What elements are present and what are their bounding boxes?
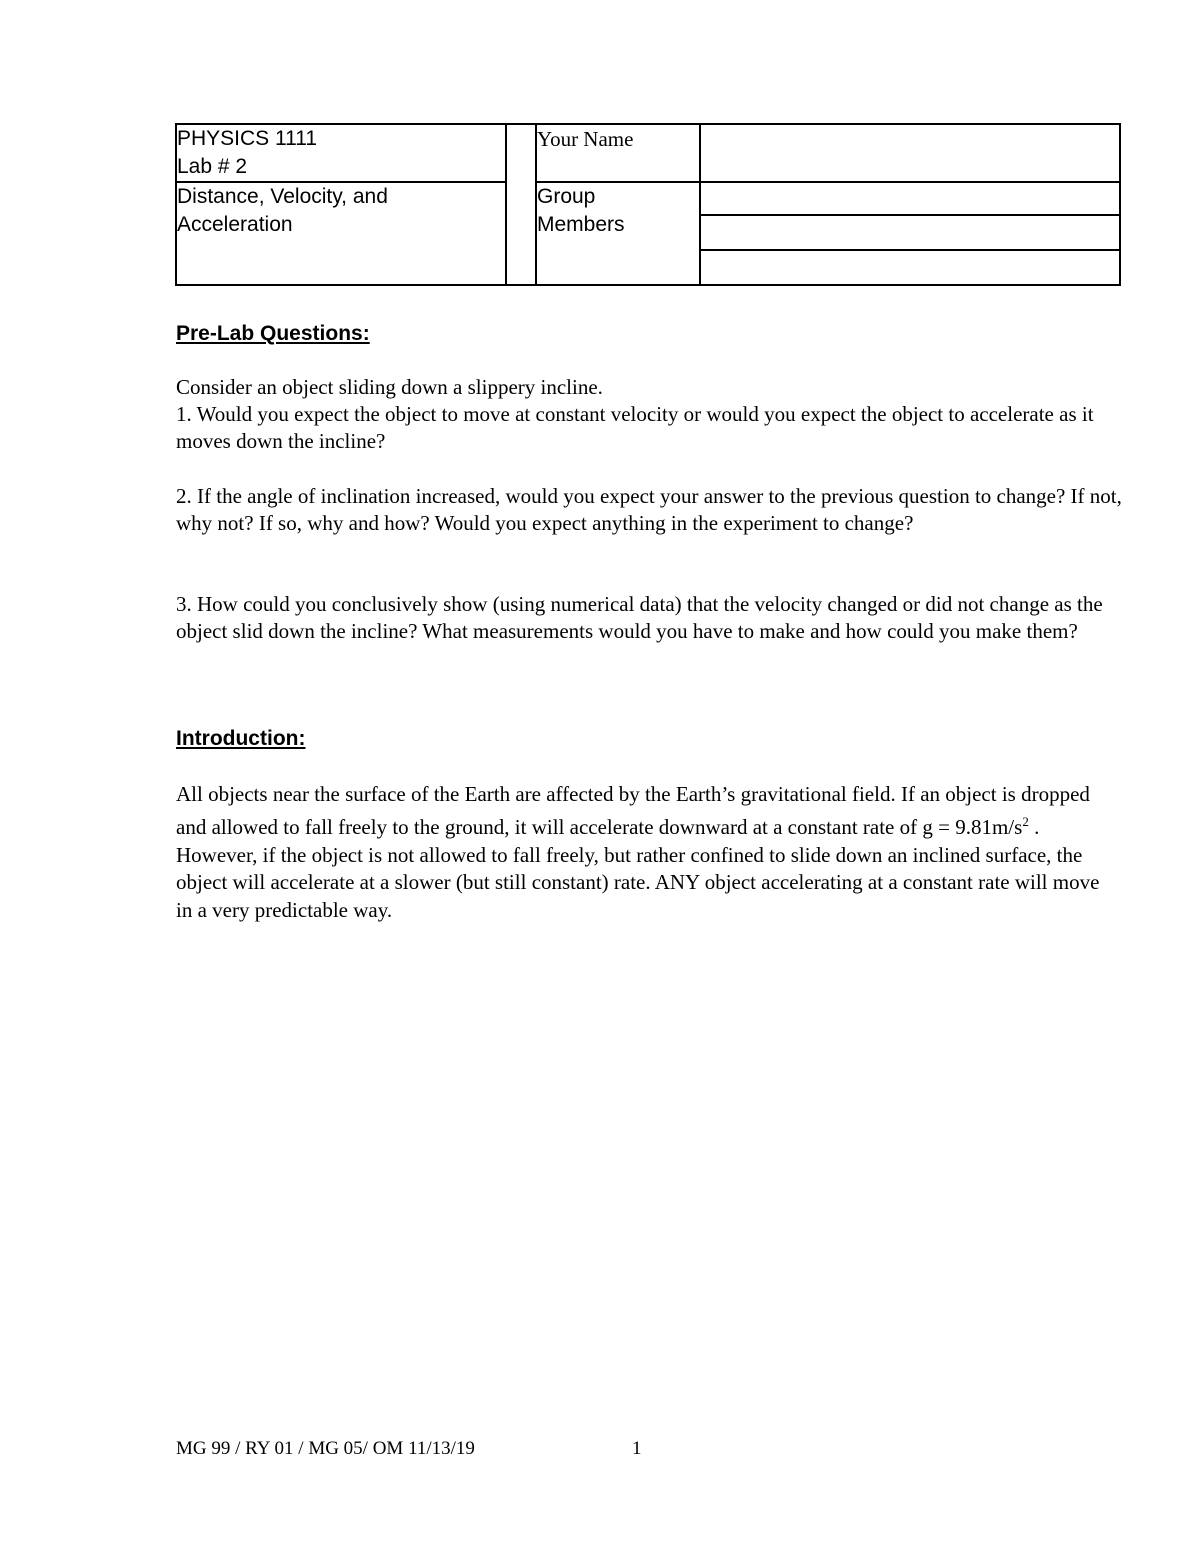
lab-title-line2: Acceleration: [177, 213, 293, 236]
group-member-field-2[interactable]: [700, 215, 1120, 250]
group-members-label-line1: Group: [537, 185, 596, 208]
your-name-label: Your Name: [537, 127, 634, 151]
lab-number: Lab # 2: [177, 155, 248, 178]
lab-title-cell: [176, 182, 506, 285]
prelab-question-1: 1. Would you expect the object to move at constant velocity or would you expect the object to accelerate as it moves down the incline?: [176, 402, 1094, 454]
introduction-text-part1: All objects near the surface of the Earth are affected by the Earth’s gravitational field. If an object is dropped and allowed to fall freely to the ground, it will accelerate downward at a constant rate of g = 9.81m/s: [176, 782, 1090, 840]
header-table: [175, 123, 1121, 286]
group-member-field-1[interactable]: [700, 182, 1120, 215]
introduction-text-part2: . However, if the object is not allowed to fall freely, but rather confined to slide down an inclined surface, the object will accelerate at a slower (but still constant) rate. ANY object accelerating at a constant rate will move in a very predictable way.: [176, 815, 1100, 922]
footer-page-number: 1: [632, 1438, 642, 1459]
prelab-question-3: 3. How could you conclusively show (using numerical data) that the velocity changed or did not change as the object slid down the incline? What measurements would you have to make and how could you make them?: [176, 592, 1103, 644]
prelab-heading: Pre-Lab Questions:: [176, 322, 370, 345]
introduction-superscript: 2: [1022, 814, 1029, 830]
group-members-label-cell: [536, 182, 700, 285]
lab-title-line1: Distance, Velocity, and: [177, 185, 388, 208]
footer-revision: MG 99 / RY 01 / MG 05/ OM 11/13/19: [176, 1438, 475, 1459]
prelab-intro: Consider an object sliding down a slippery incline.: [176, 375, 603, 399]
course-cell: [176, 124, 506, 182]
group-members-label-line2: Members: [537, 213, 625, 236]
your-name-label-cell: [536, 124, 700, 182]
course-title: PHYSICS 1111: [177, 127, 318, 150]
group-member-field-3[interactable]: [700, 250, 1120, 285]
your-name-field[interactable]: [700, 124, 1120, 182]
introduction-paragraph: [176, 781, 1116, 924]
prelab-question-2: 2. If the angle of inclination increased, would you expect your answer to the previous question to change? If not, why not? If so, why and how? Would you expect anything in the experiment to change?: [176, 484, 1122, 536]
gap-cell: [506, 124, 536, 285]
introduction-heading: Introduction:: [176, 727, 306, 750]
